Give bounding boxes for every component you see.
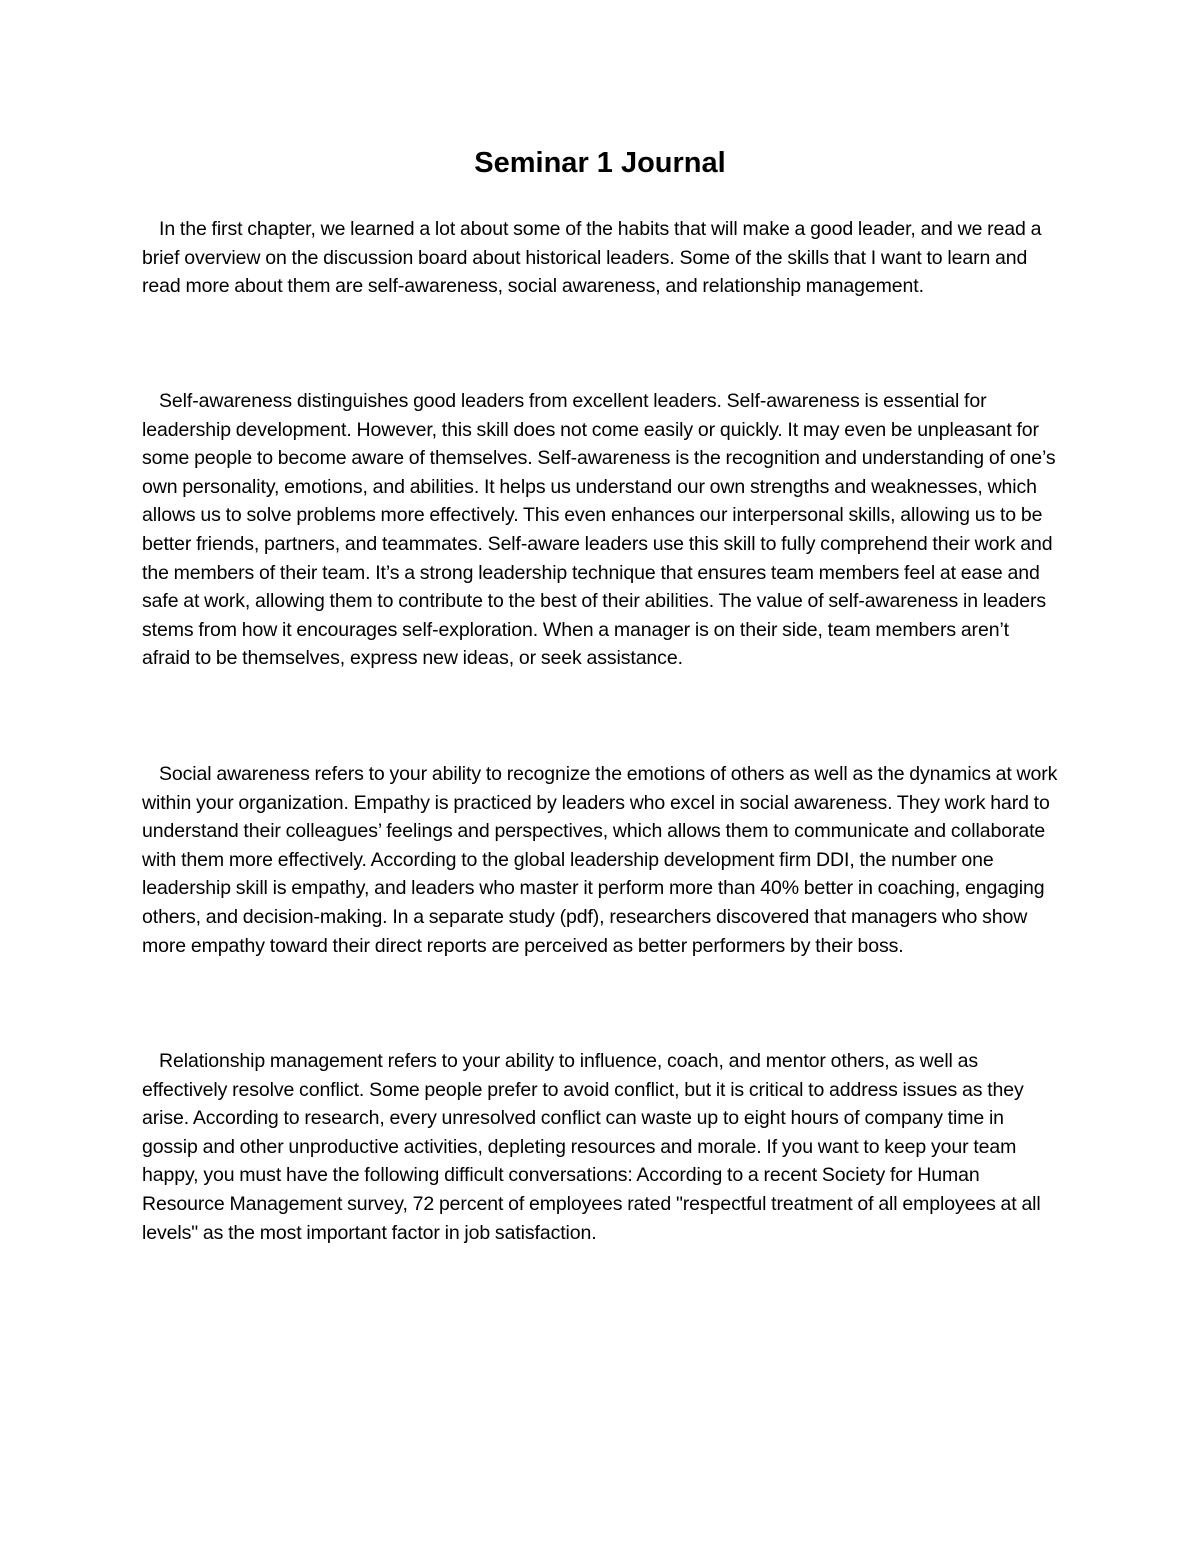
paragraph-self-awareness: Self-awareness distinguishes good leaders from excellent leaders. Self-awareness is essential for leadership development. However, this skill does not come easily or quickly. It may even be unpleasant for some people to become aware of themselves. Self-awareness is the recognition and understanding of one’s own personality, emotions, and abilities. It helps us understand our own strengths and weaknesses, which allows us to solve problems more effectively. This even enhances our interpersonal skills, allowing us to be better friends, partners, and teammates. Self-aware leaders use this skill to fully comprehend their work and the members of their team. It’s a strong leadership technique that ensures team members feel at ease and safe at work, allowing them to contribute to the best of their abilities. The value of self-awareness in leaders stems from how it encourages self-exploration. When a manager is on their side, team members aren’t afraid to be themselves, express new ideas, or seek assistance. (142, 390, 1056, 670)
paragraph-intro: In the first chapter, we learned a lot about some of the habits that will make a good leader, and we read a brief overview on the discussion board about historical leaders. Some of the skills that I want to learn and read more about them are self-awareness, social awareness, and relationship management. (142, 218, 1042, 298)
page-title: Seminar 1 Journal (474, 147, 726, 179)
paragraph-social-awareness: Social awareness refers to your ability to recognize the emotions of others as well as the dynamics at work within your organization. Empathy is practiced by leaders who excel in social awareness. They work hard to understand their colleagues’ feelings and perspectives, which allows them to communicate and collaborate with them more effectively. According to the global leadership development firm DDI, the number one leadership skill is empathy, and leaders who master it perform more than 40% better in coaching, engaging others, and decision-making. In a separate study (pdf), researchers discovered that managers who show more empathy toward their direct reports are perceived as better performers by their boss. (142, 763, 1058, 957)
paragraph-relationship-management: Relationship management refers to your ability to influence, coach, and mentor others, as well as effectively resolve conflict. Some people prefer to avoid conflict, but it is critical to address issues as they arise. According to research, every unresolved conflict can waste up to eight hours of company time in gossip and other unproductive activities, depleting resources and morale. If you want to keep your team happy, you must have the following difficult conversations: According to a recent Society for Human Resource Management survey, 72 percent of employees rated "respectful treatment of all employees at all levels" as the most important factor in job satisfaction. (142, 1050, 1041, 1244)
